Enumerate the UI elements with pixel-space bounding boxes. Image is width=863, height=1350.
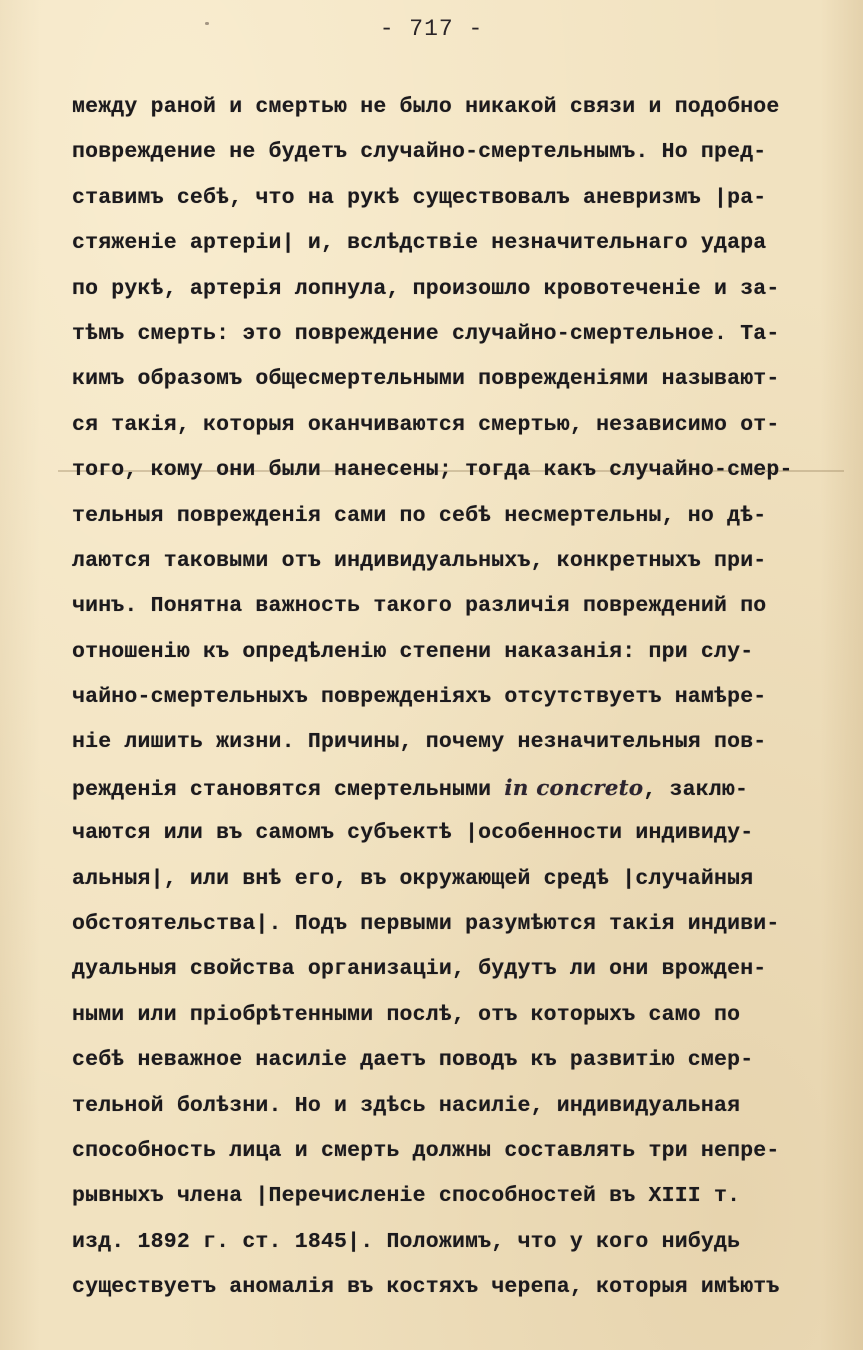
text-line: обстоятельства|. Подъ первыми разумѣются такія индиви- [72,912,780,937]
text-line: ніе лишить жизни. Причины, почему незначительныя пов- [72,730,767,755]
text-line: режденія становятся смертельными in concreto, заклю- [72,775,749,802]
text-line: отношенію къ опредѣленію степени наказанія: при слу- [72,639,754,664]
text-line: способность лица и смерть должны составлять три непре- [72,1138,780,1163]
text-line: существуетъ аномалія въ костяхъ черепа, которыя имѣютъ [72,1275,780,1300]
text-line: дуальныя свойства организаціи, будутъ ли они врожден- [72,957,767,982]
page-number: - 717 - [379,16,484,42]
text-line: чайно-смертельныхъ поврежденіяхъ отсутствуетъ намѣре- [72,685,767,710]
text-line: повреждение не будетъ случайно-смертельнымъ. Но пред- [72,140,767,165]
text-line: тѣмъ смерть: это повреждение случайно-смертельное. Та- [72,321,780,346]
body-text [72,85,832,1311]
text-line: стяженіе артеріи| и, вслѣдствіе незначительнаго удара [72,231,767,256]
text-line: изд. 1892 г. ст. 1845|. Положимъ, что у кого нибудь [72,1229,741,1254]
text-line: по рукѣ, артерія лопнула, произошло кровотеченіе и за- [72,276,780,301]
handwritten-insertion: in concreto [504,775,644,801]
text-line: ставимъ себѣ, что на рукѣ существовалъ аневризмъ |ра- [72,185,767,210]
text-line: рывныхъ члена |Перечисленіе способностей въ XIII т. [72,1184,741,1209]
text-line: альныя|, или внѣ его, въ окружающей средѣ |случайныя [72,866,754,891]
text-line: ными или пріобрѣтенными послѣ, отъ которыхъ само по [72,1002,741,1027]
text-line: себѣ неважное насиліе даетъ поводъ къ развитію смер- [72,1048,754,1073]
text-line: кимъ образомъ общесмертельными поврежденіями называют- [72,367,780,392]
text-line: между раной и смертью не было никакой связи и подобное [72,95,780,119]
text-line: лаются таковыми отъ индивидуальныхъ, конкретныхъ при- [72,548,767,573]
text-line: чинъ. Понятна важность такого различія повреждений по [72,594,767,619]
text-line: тельной болѣзни. Но и здѣсь насиліе, индивидуальная [72,1093,741,1118]
text-line: чаются или въ самомъ субъектѣ |особенности индивиду- [72,821,754,846]
text-line: того, кому они были нанесены; тогда какъ случайно-смер- [72,458,793,483]
text-line: ся такія, которыя оканчиваются смертью, независимо от- [72,412,780,437]
text-line: тельныя поврежденія сами по себѣ несмертельны, но дѣ- [72,503,767,528]
